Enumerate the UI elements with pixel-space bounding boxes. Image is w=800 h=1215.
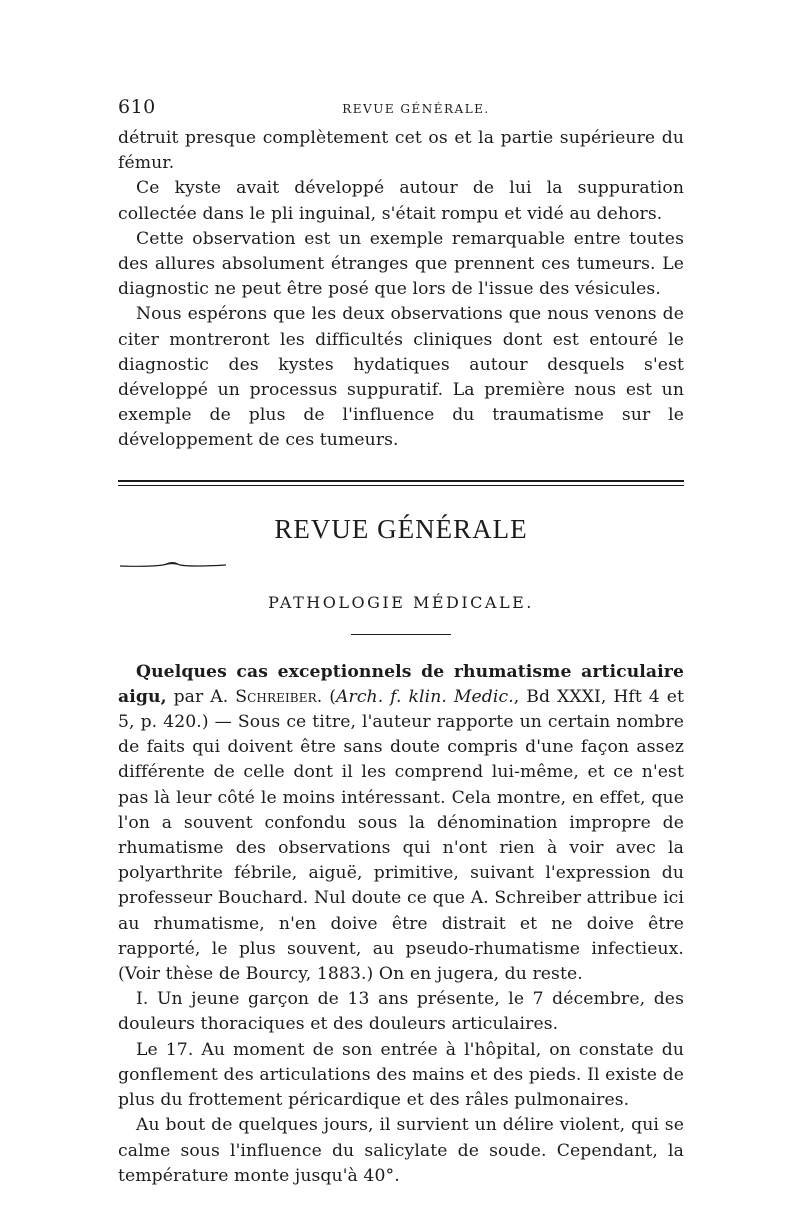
section-title: REVUE GÉNÉRALE <box>274 513 528 544</box>
ornament-flourish <box>118 561 228 569</box>
section-divider <box>118 480 684 486</box>
journal-name: Arch. f. klin. Medic. <box>336 686 514 707</box>
document-page <box>118 96 684 1189</box>
citation-rest: , Bd XXXI, Hft 4 et 5, p. 420.) <box>118 686 684 733</box>
paragraph-conclusion: Nous espérons que les deux observations que nous venons de citer montreront les difficultés cliniques dont est entouré le diagnostic des kystes hydatiques autour desquels s'est développé un processus suppuratif. La première nous est un exemple de plus de l'influence du traumatisme sur le développement de ces tumeurs. <box>118 304 684 451</box>
case-paragraph: I. Un jeune garçon de 13 ans présente, le 7 décembre, des douleurs thoraciques et des douleurs articulaires. <box>118 989 684 1035</box>
short-rule <box>351 634 451 635</box>
paragraph-continuation: détruit presque complètement cet os et la partie supérieure du fémur. <box>118 128 684 174</box>
article-intro: — Sous ce titre, l'auteur rapporte un certain nombre de faits qui doivent être sans doute compris d'une façon assez différente de celle dont il les comprend lui-même, et ce n'est pas là leur côté le moins intéressant. Cela montre, en effet, que l'on a souvent confondu sous la dénomination impropre de rhumatisme des observations qui n'ont rien à voir avec la polyarthrite fébrile, aiguë, primitive, suivant l'expression du professeur Bouchard. Nul doute ce que A. Schreiber attribue ici au rhumatisme, n'en doive être distrait et ne doive être rapporté, le plus souvent, au pseudo-rhumatisme infectieux. (Voir thèse de Bourcy, 1883.) On en jugera, du reste. <box>118 712 684 985</box>
case-paragraph: Le 17. Au moment de son entrée à l'hôpital, on constate du gonflement des articulations des mains et des pieds. Il existe de plus du frottement péricardique et des râles pulmonaires. <box>118 1039 684 1111</box>
article <box>118 660 684 1189</box>
section-subtitle: PATHOLOGIE MÉDICALE. <box>268 592 534 612</box>
page-number: 610 <box>118 96 156 118</box>
article-lead <box>118 660 684 988</box>
article-by: par <box>173 686 204 707</box>
citation-open: ( <box>329 686 336 707</box>
top-text-block <box>118 126 684 454</box>
running-head <box>118 96 684 126</box>
article-title: Quelques cas exceptionnels de rhumatisme articulaire aigu, <box>118 661 684 707</box>
running-title: REVUE GÉNÉRALE. <box>342 102 490 116</box>
paragraph-observation: Cette observation est un exemple remarquable entre toutes des allures absolument étranges que prennent ces tumeurs. Le diagnostic ne peut être posé que lors de l'issue des vésicules. <box>118 228 684 300</box>
author-name: Schreiber. <box>235 686 323 707</box>
author-initial: A. <box>210 686 229 707</box>
case-paragraph: Au bout de quelques jours, il survient un délire violent, qui se calme sous l'influence du salicylate de soude. Cependant, la température monte jusqu'à 40°. <box>118 1115 684 1186</box>
paragraph-kyste: Ce kyste avait développé autour de lui la suppuration collectée dans le pli inguinal, s'était rompu et vidé au dehors. <box>118 178 684 224</box>
